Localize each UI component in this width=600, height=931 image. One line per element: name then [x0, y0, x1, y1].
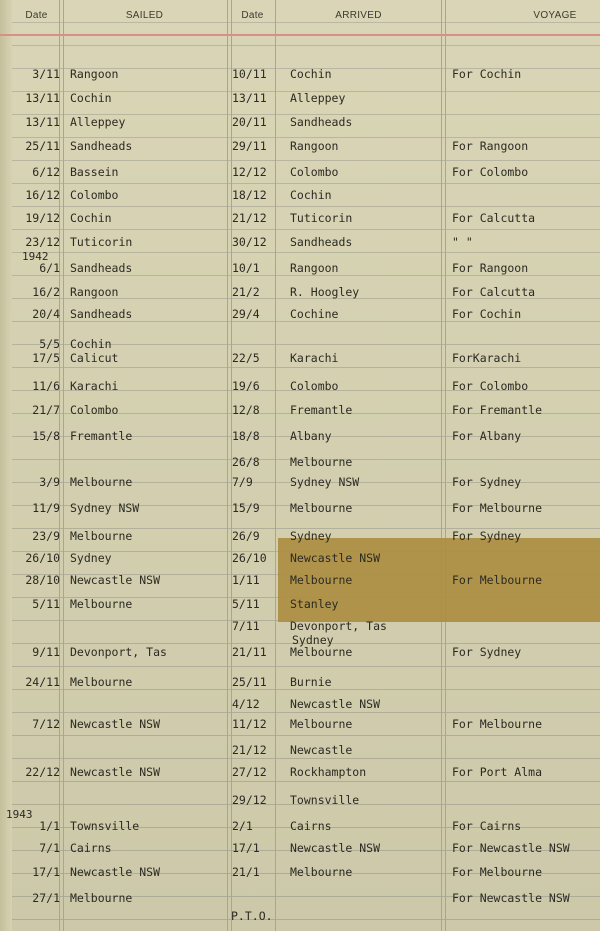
- voyage-note: For Fremantle: [452, 403, 543, 417]
- arrived-date: 19/6: [232, 379, 260, 393]
- arrived-date: 29/12: [232, 793, 267, 807]
- sailed-date: 5/5: [39, 337, 60, 351]
- column-rule: [275, 0, 276, 931]
- sailed-date: 23/9: [32, 529, 60, 543]
- sailed-date: 7/12: [32, 717, 60, 731]
- arrived-date: 21/12: [232, 211, 267, 225]
- year-mark: 1942: [22, 250, 49, 263]
- sailed-date: 19/12: [25, 211, 60, 225]
- arrived-date: 7/9: [232, 475, 253, 489]
- sailed-port: Cochin: [70, 337, 112, 351]
- sailed-date: 6/1: [39, 261, 60, 275]
- sailed-port: Karachi: [70, 379, 119, 393]
- arrived-date: 26/8: [232, 455, 260, 469]
- sailed-port: Sandheads: [70, 307, 133, 321]
- arrived-date: 21/11: [232, 645, 267, 659]
- sailed-date: 5/11: [32, 597, 60, 611]
- arrived-date: 10/1: [232, 261, 260, 275]
- arrived-port: Cochin: [290, 188, 332, 202]
- arrived-date: 18/8: [232, 429, 260, 443]
- arrived-date: 10/11: [232, 67, 267, 81]
- sailed-date: 9/11: [32, 645, 60, 659]
- sailed-date: 16/12: [25, 188, 60, 202]
- arrived-date: 21/12: [232, 743, 267, 757]
- sailed-port: Newcastle NSW: [70, 765, 161, 779]
- sailed-port: Bassein: [70, 165, 119, 179]
- sailed-port: Melbourne: [70, 597, 133, 611]
- voyage-note: For Rangoon: [452, 261, 529, 275]
- arrived-port: Melbourne: [290, 455, 353, 469]
- arrived-port: Townsville: [290, 793, 360, 807]
- sailed-port: Alleppey: [70, 115, 126, 129]
- arrived-port: Sandheads: [290, 235, 353, 249]
- voyage-note: For Colombo: [452, 165, 529, 179]
- arrived-date: 30/12: [232, 235, 267, 249]
- arrived-date: 4/12: [232, 697, 260, 711]
- sailed-port: Melbourne: [70, 529, 133, 543]
- arrived-port: Fremantle: [290, 403, 353, 417]
- sailed-date: 1/1: [39, 819, 60, 833]
- arrived-port: Newcastle NSW: [290, 841, 381, 855]
- arrived-port: Colombo: [290, 165, 339, 179]
- arrived-port: Karachi: [290, 351, 339, 365]
- voyage-note: For Calcutta: [452, 285, 536, 299]
- arrived-port: Rockhampton: [290, 765, 367, 779]
- sailed-port: Newcastle NSW: [70, 717, 161, 731]
- arrived-date: 17/1: [232, 841, 260, 855]
- sailed-port: Sandheads: [70, 139, 133, 153]
- arrived-date: 20/11: [232, 115, 267, 129]
- arrived-port: Melbourne: [290, 501, 353, 515]
- column-rule: [441, 0, 446, 931]
- arrived-date: 26/9: [232, 529, 260, 543]
- header-voyage: VOYAGE: [533, 10, 577, 21]
- arrived-date: 18/12: [232, 188, 267, 202]
- sailed-port: Sandheads: [70, 261, 133, 275]
- sailed-port: Cochin: [70, 211, 112, 225]
- header-arrived: ARRIVED: [335, 10, 382, 21]
- sailed-port: Devonport, Tas: [70, 645, 167, 659]
- sailed-port: Calicut: [70, 351, 119, 365]
- header-date-arrived: Date: [241, 10, 264, 21]
- arrived-date: 15/9: [232, 501, 260, 515]
- sailed-date: 17/5: [32, 351, 60, 365]
- arrived-date: 12/8: [232, 403, 260, 417]
- arrived-date: 25/11: [232, 675, 267, 689]
- sailed-date: 21/7: [32, 403, 60, 417]
- arrived-date: 2/1: [232, 819, 253, 833]
- arrived-date: 5/11: [232, 597, 260, 611]
- voyage-note: For Cairns: [452, 819, 522, 833]
- arrived-date: 29/4: [232, 307, 260, 321]
- voyage-note: For Calcutta: [452, 211, 536, 225]
- sailed-date: 15/8: [32, 429, 60, 443]
- sailed-port: Sydney: [70, 551, 112, 565]
- voyage-note: For Cochin: [452, 307, 522, 321]
- voyage-note: For Newcastle NSW: [452, 891, 570, 905]
- arrived-port: Tuticorin: [290, 211, 353, 225]
- sailed-port: Sydney NSW: [70, 501, 140, 515]
- sailed-port: Cochin: [70, 91, 112, 105]
- voyage-note: For Colombo: [452, 379, 529, 393]
- arrived-port: Devonport, Tas: [290, 619, 387, 633]
- sailed-date: 11/6: [32, 379, 60, 393]
- arrived-port: Sydney NSW: [290, 475, 360, 489]
- arrived-port: Melbourne: [290, 573, 353, 587]
- arrived-port-note: Sydney: [292, 633, 334, 647]
- sailed-port: Cairns: [70, 841, 112, 855]
- arrived-port: Rangoon: [290, 139, 339, 153]
- table-header: [0, 0, 600, 36]
- sailed-date: 6/12: [32, 165, 60, 179]
- year-mark: 1943: [6, 808, 33, 821]
- voyage-note: For Sydney: [452, 645, 522, 659]
- arrived-port: Newcastle NSW: [290, 697, 381, 711]
- arrived-port: Melbourne: [290, 717, 353, 731]
- sailed-date: 17/1: [32, 865, 60, 879]
- arrived-port: Stanley: [290, 597, 339, 611]
- arrived-date: 26/10: [232, 551, 267, 565]
- header-date-sailed: Date: [25, 10, 48, 21]
- binding-edge: [0, 0, 12, 931]
- arrived-date: 13/11: [232, 91, 267, 105]
- voyage-note: ForKarachi: [452, 351, 522, 365]
- arrived-port: Sandheads: [290, 115, 353, 129]
- sailed-date: 22/12: [25, 765, 60, 779]
- sailed-port: Fremantle: [70, 429, 133, 443]
- arrived-port: Sydney: [290, 529, 332, 543]
- sailed-port: Melbourne: [70, 891, 133, 905]
- arrived-date: 11/12: [232, 717, 267, 731]
- sailed-date: 28/10: [25, 573, 60, 587]
- arrived-date: 1/11: [232, 573, 260, 587]
- arrived-port: Melbourne: [290, 865, 353, 879]
- arrived-port: Colombo: [290, 379, 339, 393]
- sailed-date: 24/11: [25, 675, 60, 689]
- sailed-port: Rangoon: [70, 67, 119, 81]
- voyage-note: For Sydney: [452, 475, 522, 489]
- sailed-port: Tuticorin: [70, 235, 133, 249]
- sailed-date: 27/1: [32, 891, 60, 905]
- arrived-date: 29/11: [232, 139, 267, 153]
- sailed-date: 3/11: [32, 67, 60, 81]
- sailed-date: 11/9: [32, 501, 60, 515]
- arrived-port: Cairns: [290, 819, 332, 833]
- voyage-note: " ": [452, 235, 473, 249]
- arrived-date: 27/12: [232, 765, 267, 779]
- voyage-note: For Melbourne: [452, 717, 543, 731]
- arrived-date: 21/2: [232, 285, 260, 299]
- voyage-note: For Newcastle NSW: [452, 841, 570, 855]
- voyage-note: For Albany: [452, 429, 522, 443]
- voyage-note: For Melbourne: [452, 501, 543, 515]
- sailed-date: 7/1: [39, 841, 60, 855]
- arrived-date: 12/12: [232, 165, 267, 179]
- voyage-note: For Melbourne: [452, 865, 543, 879]
- arrived-port: Rangoon: [290, 261, 339, 275]
- voyage-note: For Melbourne: [452, 573, 543, 587]
- sailed-port: Melbourne: [70, 675, 133, 689]
- arrived-port: Albany: [290, 429, 332, 443]
- header-sailed: SAILED: [125, 10, 164, 21]
- page-footer: P.T.O.: [231, 909, 273, 923]
- sailed-port: Newcastle NSW: [70, 865, 161, 879]
- arrived-port: Newcastle NSW: [290, 551, 381, 565]
- sailed-date: 3/9: [39, 475, 60, 489]
- arrived-port: Melbourne: [290, 645, 353, 659]
- voyage-note: For Port Alma: [452, 765, 543, 779]
- sailed-date: 23/12: [25, 235, 60, 249]
- voyage-note: For Cochin: [452, 67, 522, 81]
- sailed-port: Colombo: [70, 188, 119, 202]
- arrived-port: Burnie: [290, 675, 332, 689]
- sailed-date: 13/11: [25, 91, 60, 105]
- arrived-port: Alleppey: [290, 91, 346, 105]
- sailed-port: Colombo: [70, 403, 119, 417]
- sailed-date: 13/11: [25, 115, 60, 129]
- sailed-port: Townsville: [70, 819, 140, 833]
- arrived-date: 7/11: [232, 619, 260, 633]
- voyage-note: For Sydney: [452, 529, 522, 543]
- arrived-port: R. Hoogley: [290, 285, 360, 299]
- sailed-port: Rangoon: [70, 285, 119, 299]
- arrived-date: 21/1: [232, 865, 260, 879]
- sailed-date: 25/11: [25, 139, 60, 153]
- arrived-port: Cochine: [290, 307, 339, 321]
- sailed-port: Melbourne: [70, 475, 133, 489]
- sailed-port: Newcastle NSW: [70, 573, 161, 587]
- sailed-date: 26/10: [25, 551, 60, 565]
- voyage-note: For Rangoon: [452, 139, 529, 153]
- arrived-port: Cochin: [290, 67, 332, 81]
- arrived-port: Newcastle: [290, 743, 353, 757]
- arrived-date: 22/5: [232, 351, 260, 365]
- sailed-date: 16/2: [32, 285, 60, 299]
- sailed-date: 20/4: [32, 307, 60, 321]
